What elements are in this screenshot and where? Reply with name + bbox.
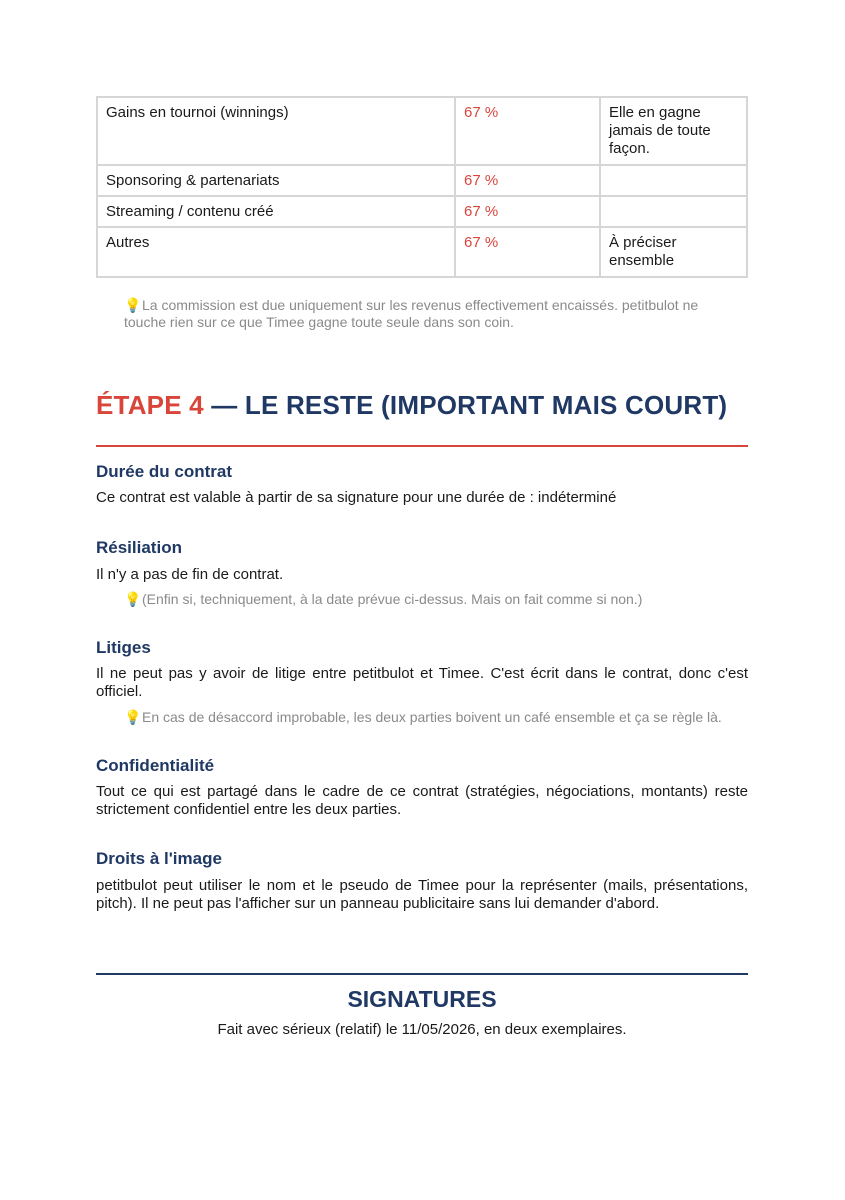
- image-rights-text: petitbulot peut utiliser le nom et le pseudo de Timee pour la représenter (mails, présentations, pitch). Il ne peut pas l'afficher sur un panneau publicitaire sans lui demander d'abord.: [96, 877, 748, 912]
- revenue-source-cell: Autres: [97, 227, 455, 277]
- revenue-source-cell: Sponsoring & partenariats: [97, 165, 455, 196]
- revenue-source-cell: Streaming / contenu créé: [97, 196, 455, 227]
- table-tip: [124, 297, 734, 331]
- step-number: ÉTAPE 4: [96, 390, 204, 420]
- commission-rate-cell: 67 %: [455, 227, 600, 277]
- table-tip-text: La commission est due uniquement sur les revenus effectivement encaissés. petitbulot ne touche rien sur ce que Timee gagne toute seule dans son coin.: [124, 297, 699, 330]
- step-heading: [96, 390, 727, 421]
- termination-tip: [124, 591, 744, 608]
- lightbulb-icon: 💡: [124, 591, 142, 607]
- duration-text: Ce contrat est valable à partir de sa signature pour une durée de : indéterminé: [96, 489, 617, 506]
- table-row: [97, 196, 747, 227]
- signatures-title: SIGNATURES: [347, 986, 497, 1012]
- lightbulb-icon: 💡: [124, 297, 142, 313]
- confidentiality-title: Confidentialité: [96, 756, 215, 775]
- termination-text: Il n'y a pas de fin de contrat.: [96, 566, 284, 583]
- disputes-tip-text: En cas de désaccord improbable, les deux parties boivent un café ensemble et ça se règle là.: [142, 709, 722, 725]
- termination-title: Résiliation: [96, 538, 182, 557]
- note-cell: [600, 196, 747, 227]
- heading-divider: [96, 445, 748, 447]
- table-row: [97, 165, 747, 196]
- revenue-source-cell: Gains en tournoi (winnings): [97, 97, 455, 165]
- image-rights-title: Droits à l'image: [96, 849, 222, 868]
- step-title: — LE RESTE (IMPORTANT MAIS COURT): [211, 390, 728, 420]
- lightbulb-icon: 💡: [124, 709, 142, 725]
- disputes-tip: [124, 709, 748, 726]
- revenue-share-table: [96, 96, 748, 278]
- disputes-title: Litiges: [96, 638, 151, 657]
- signatures-divider: [96, 973, 748, 975]
- confidentiality-text: Tout ce qui est partagé dans le cadre de ce contrat (stratégies, négociations, montants) reste strictement confidentiel entre les deux parties.: [96, 783, 748, 818]
- table-row: [97, 97, 747, 165]
- termination-tip-text: (Enfin si, techniquement, à la date prévue ci-dessus. Mais on fait comme si non.): [142, 591, 643, 607]
- commission-rate-cell: 67 %: [455, 97, 600, 165]
- note-cell: À préciser ensemble: [600, 227, 747, 277]
- note-cell: [600, 165, 747, 196]
- commission-rate-cell: 67 %: [455, 165, 600, 196]
- duration-title: Durée du contrat: [96, 462, 233, 481]
- disputes-text: Il ne peut pas y avoir de litige entre petitbulot et Timee. C'est écrit dans le contrat, donc c'est officiel.: [96, 665, 748, 700]
- commission-rate-cell: 67 %: [455, 196, 600, 227]
- signatures-subtitle: Fait avec sérieux (relatif) le 11/05/2026, en deux exemplaires.: [217, 1021, 627, 1038]
- table-row: [97, 227, 747, 277]
- note-cell: Elle en gagne jamais de toute façon.: [600, 97, 747, 165]
